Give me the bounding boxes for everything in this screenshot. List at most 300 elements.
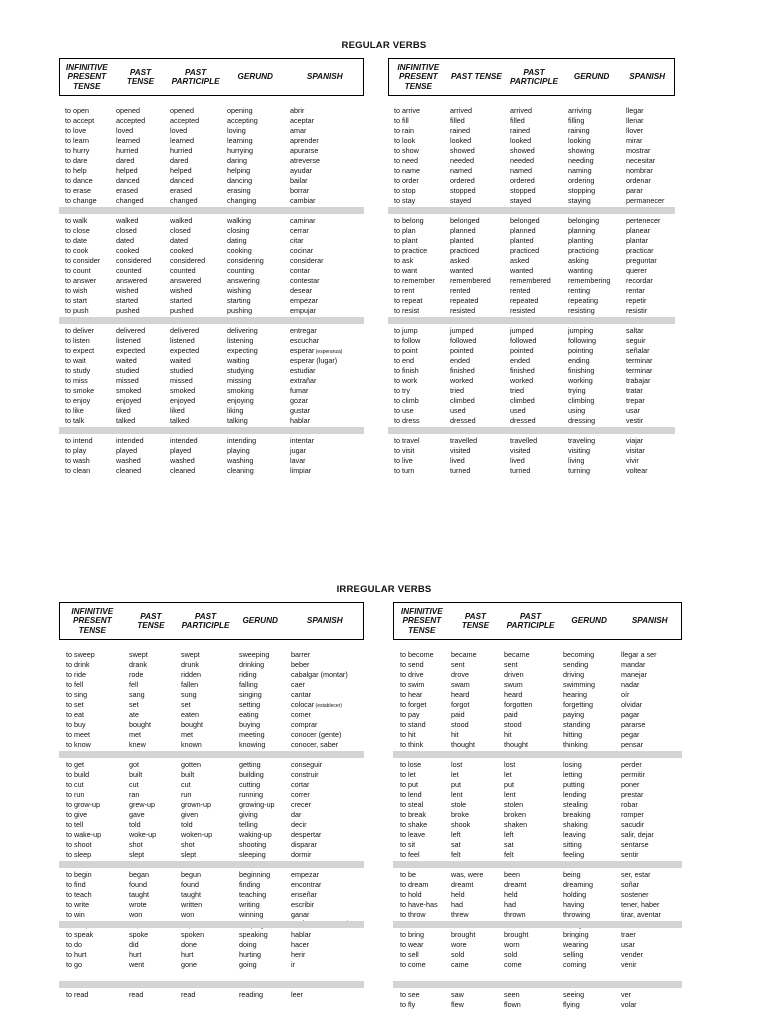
past-tense-cell: felt (451, 850, 461, 859)
past-participle-cell: rained (510, 126, 530, 135)
infinitive-cell: to be (400, 870, 416, 879)
past-participle-cell: eaten (181, 710, 199, 719)
gerund-cell: cooking (227, 246, 252, 255)
gerund-cell: building (239, 770, 264, 779)
past-tense-cell: ran (129, 790, 140, 799)
gerund-cell: going (239, 960, 257, 969)
group-separator (59, 427, 364, 434)
gerund-cell: ending (568, 356, 590, 365)
infinitive-header: INFINITIVE PRESENT TENSE (71, 607, 114, 635)
table-row (388, 176, 675, 186)
past-participle-cell: given (181, 810, 199, 819)
spanish-cell: vivir (626, 456, 639, 465)
spanish-cell: querer (626, 266, 647, 275)
table-row (59, 650, 364, 660)
spanish-cell: pegar (621, 730, 640, 739)
gerund-cell: lending (563, 790, 587, 799)
gerund-cell: listening (227, 336, 254, 345)
past-tense-cell: threw (451, 910, 469, 919)
past-participle-cell: thrown (504, 910, 526, 919)
gerund-cell: remembering (568, 276, 611, 285)
spanish-cell: leer (291, 990, 303, 999)
past-participle-cell: planted (510, 236, 534, 245)
past-participle-cell: sat (504, 840, 514, 849)
past-tense-cell: followed (450, 336, 477, 345)
infinitive-cell: to smoke (65, 386, 95, 395)
past-participle-cell: stopped (510, 186, 536, 195)
table-row (393, 850, 682, 860)
infinitive-cell: to go (66, 960, 82, 969)
spanish-cell: conocer (gente) (291, 730, 342, 739)
past-tense-cell: fell (129, 680, 139, 689)
table-row (393, 900, 682, 910)
infinitive-cell: to drive (400, 670, 424, 679)
gerund-cell: shaking (563, 820, 588, 829)
gerund-cell: becoming (563, 650, 595, 659)
gerund-cell: leaving (563, 830, 586, 839)
gerund-cell: renting (568, 286, 590, 295)
infinitive-cell: to date (65, 236, 87, 245)
gerund-cell: walking (227, 216, 251, 225)
spanish-cell: practicar (626, 246, 654, 255)
spanish-header: SPANISH (631, 616, 668, 626)
past-tense-cell: repeated (450, 296, 479, 305)
infinitive-cell: to fly (400, 1000, 416, 1009)
table-row (393, 760, 682, 770)
spanish-cell: olvidar (621, 700, 643, 709)
spanish-cell: caer (291, 680, 305, 689)
past-participle-cell: cleaned (170, 466, 196, 475)
gerund-cell: closing (227, 226, 250, 235)
table-row (388, 286, 675, 296)
table-row (388, 246, 675, 256)
gerund-cell: hurting (239, 950, 261, 959)
past-tense-cell: played (116, 446, 138, 455)
table-row (59, 446, 364, 456)
spanish-cell: decir (291, 820, 307, 829)
past-participle-cell: grown-up (181, 800, 211, 809)
spanish-cell: sostener (621, 890, 649, 899)
past-participle-cell: rented (510, 286, 531, 295)
spanish-cell: permitir (621, 770, 645, 779)
regular-verbs-title: REGULAR VERBS (341, 40, 427, 51)
gerund-cell: naming (568, 166, 592, 175)
past-participle-cell: counted (170, 266, 196, 275)
table-row (393, 690, 682, 700)
table-row (59, 770, 364, 780)
past-participle-cell: spoken (181, 930, 205, 939)
past-tense-cell: sold (451, 950, 465, 959)
table-row (59, 870, 364, 880)
past-tense-cell: considered (116, 256, 152, 265)
past-participle-cell: hit (504, 730, 512, 739)
table-row (388, 236, 675, 246)
past-tense-cell: swam (451, 680, 470, 689)
infinitive-cell: to resist (394, 306, 420, 315)
spanish-cell: contestar (290, 276, 320, 285)
table-row (388, 396, 675, 406)
spanish-cell: rentar (626, 286, 645, 295)
table-row (59, 820, 364, 830)
spanish-cell: saltar (626, 326, 644, 335)
table-row (59, 710, 364, 720)
table-row (59, 880, 364, 890)
infinitive-cell: to hurry (65, 146, 90, 155)
gerund-cell: singing (239, 690, 262, 699)
past-participle-cell: met (181, 730, 193, 739)
group-separator (59, 317, 364, 324)
table-row (59, 326, 364, 336)
table-row (393, 700, 682, 710)
spanish-cell: cambiar (290, 196, 316, 205)
past-participle-cell: turned (510, 466, 531, 475)
table-row (59, 436, 364, 446)
table-row (59, 466, 364, 476)
table-row (59, 960, 364, 970)
infinitive-cell: to try (394, 386, 410, 395)
table-row (388, 376, 675, 386)
infinitive-header: INFINITIVE PRESENT TENSE (397, 63, 440, 91)
spanish-cell: romper (621, 810, 644, 819)
infinitive-cell: to intend (65, 436, 93, 445)
past-participle-cell: lent (504, 790, 516, 799)
spanish-cell: venir (621, 960, 637, 969)
past-tense-cell: drank (129, 660, 147, 669)
past-participle-cell: practiced (510, 246, 540, 255)
infinitive-cell: to lend (400, 790, 422, 799)
irregular-verbs-title: IRREGULAR VERBS (336, 584, 432, 595)
past-tense-cell: woke-up (129, 830, 157, 839)
infinitive-cell: to sit (400, 840, 416, 849)
infinitive-cell: to come (400, 960, 426, 969)
spanish-cell: mirar (626, 136, 643, 145)
gerund-cell: sending (563, 660, 589, 669)
infinitive-cell: to dance (65, 176, 93, 185)
spanish-cell: abrir (290, 106, 305, 115)
gerund-cell: smoking (227, 386, 254, 395)
infinitive-cell: to show (394, 146, 419, 155)
spanish-cell: permanecer (626, 196, 665, 205)
verb-group (393, 760, 682, 860)
gerund-cell: traveling (568, 436, 596, 445)
table-row (393, 840, 682, 850)
past-tense-header: PAST TENSE (450, 72, 502, 82)
gerund-cell: bringing (563, 930, 589, 939)
spanish-cell: empujar (290, 306, 316, 315)
gerund-cell: erasing (227, 186, 251, 195)
group-separator (393, 861, 682, 868)
spanish-cell: dormir (291, 850, 312, 859)
past-tense-cell: remembered (450, 276, 491, 285)
infinitive-cell: to climb (394, 396, 419, 405)
past-tense-cell: slept (129, 850, 145, 859)
infinitive-cell: to put (400, 780, 418, 789)
spanish-cell: comprar (291, 720, 318, 729)
table-row (59, 286, 364, 296)
gerund-cell: delivering (227, 326, 258, 335)
past-participle-cell: visited (510, 446, 531, 455)
gerund-cell: filling (568, 116, 585, 125)
infinitive-cell: to give (66, 810, 88, 819)
infinitive-cell: to talk (65, 416, 85, 425)
table-row (393, 990, 682, 1000)
gerund-cell: trying (568, 386, 586, 395)
past-tense-cell: practiced (450, 246, 480, 255)
gerund-cell: needing (568, 156, 594, 165)
spanish-cell: cortar (291, 780, 310, 789)
gerund-cell: practicing (568, 246, 599, 255)
infinitive-cell: to visit (394, 446, 415, 455)
gerund-cell: swimming (563, 680, 595, 689)
infinitive-cell: to walk (65, 216, 88, 225)
past-tense-cell: left (451, 830, 461, 839)
past-participle-cell: answered (170, 276, 202, 285)
table-row (59, 196, 364, 206)
past-participle-cell: held (504, 890, 518, 899)
infinitive-header: INFINITIVE PRESENT TENSE (400, 607, 443, 635)
table-row (59, 780, 364, 790)
table-row (393, 880, 682, 890)
infinitive-cell: to belong (394, 216, 424, 225)
past-tense-cell: brought (451, 930, 476, 939)
spanish-cell: tener, haber (621, 900, 660, 909)
table-row (388, 366, 675, 376)
table-row (59, 830, 364, 840)
past-participle-cell: needed (510, 156, 534, 165)
infinitive-cell: to let (400, 770, 416, 779)
past-participle-cell: named (510, 166, 532, 175)
past-participle-cell: used (510, 406, 526, 415)
gerund-cell: sweeping (239, 650, 270, 659)
spanish-cell: llegar (626, 106, 644, 115)
table-header (393, 602, 682, 640)
table-row (59, 416, 364, 426)
past-participle-cell: asked (510, 256, 530, 265)
past-participle-cell: repeated (510, 296, 539, 305)
infinitive-cell: to drink (66, 660, 90, 669)
past-tense-cell: cleaned (116, 466, 142, 475)
spanish-cell: cerrar (290, 226, 309, 235)
spanish-cell: gozar (290, 396, 308, 405)
infinitive-cell: to use (394, 406, 414, 415)
gerund-cell: pushing (227, 306, 253, 315)
past-participle-cell: gone (181, 960, 197, 969)
table-row (59, 720, 364, 730)
spanish-cell: beber (291, 660, 310, 669)
past-participle-cell: come (504, 960, 522, 969)
infinitive-cell: to teach (66, 890, 92, 899)
spanish-cell: planear (626, 226, 650, 235)
past-tense-cell: sat (451, 840, 461, 849)
group-separator (393, 921, 682, 928)
verb-group (59, 216, 364, 316)
spanish-cell: ganar (291, 910, 310, 919)
past-tense-cell: smoked (116, 386, 142, 395)
gerund-cell: growing-up (239, 800, 275, 809)
past-participle-cell: stayed (510, 196, 532, 205)
infinitive-cell: to end (394, 356, 414, 365)
past-participle-cell: sung (181, 690, 197, 699)
gerund-cell: dreaming (563, 880, 593, 889)
past-tense-cell: cut (129, 780, 139, 789)
table-row (388, 406, 675, 416)
table-row (59, 900, 364, 910)
spanish-cell: hacer (291, 940, 309, 949)
past-participle-cell: set (181, 700, 191, 709)
group-separator (59, 751, 364, 758)
past-tense-cell: washed (116, 456, 141, 465)
spanish-cell: sacudir (621, 820, 645, 829)
spanish-cell: necesitar (626, 156, 656, 165)
infinitive-cell: to buy (66, 720, 86, 729)
infinitive-cell: to leave (400, 830, 426, 839)
spanish-cell: vestir (626, 416, 644, 425)
gerund-cell: living (568, 456, 585, 465)
past-participle-cell: found (181, 880, 199, 889)
table-row (388, 446, 675, 456)
table-row (388, 196, 675, 206)
infinitive-cell: to erase (65, 186, 91, 195)
past-participle-cell: closed (170, 226, 191, 235)
past-tense-cell: dreamt (451, 880, 474, 889)
past-participle-cell: considered (170, 256, 206, 265)
gerund-cell: coming (563, 960, 587, 969)
gerund-cell: paying (563, 710, 585, 719)
verb-group (59, 930, 364, 970)
gerund-cell: selling (563, 950, 584, 959)
past-participle-cell: bought (181, 720, 203, 729)
spanish-cell: resistir (626, 306, 648, 315)
past-participle-cell: remembered (510, 276, 551, 285)
past-participle-cell: tried (510, 386, 524, 395)
past-tense-cell: dared (116, 156, 135, 165)
past-participle-cell: brought (504, 930, 529, 939)
spanish-header: SPANISH (306, 72, 343, 82)
spanish-cell: trepar (626, 396, 645, 405)
past-participle-cell: washed (170, 456, 195, 465)
infinitive-cell: to fell (66, 680, 84, 689)
spanish-cell: viajar (626, 436, 644, 445)
past-tense-cell: did (129, 940, 139, 949)
infinitive-cell: to work (394, 376, 418, 385)
gerund-cell: getting (239, 760, 261, 769)
table-row (393, 930, 682, 940)
infinitive-cell: to feel (400, 850, 420, 859)
infinitive-cell: to jump (394, 326, 418, 335)
past-participle-cell: walked (170, 216, 193, 225)
gerund-cell: seeing (563, 990, 585, 999)
spanish-cell: sentir (621, 850, 639, 859)
past-participle-cell: slept (181, 850, 197, 859)
table-row (59, 396, 364, 406)
gerund-cell: wishing (227, 286, 251, 295)
past-participle-cell: pointed (510, 346, 534, 355)
past-tense-cell: swept (129, 650, 148, 659)
infinitive-cell: to plant (394, 236, 418, 245)
past-tense-cell: resisted (450, 306, 476, 315)
past-tense-cell: needed (450, 156, 474, 165)
table-row (59, 800, 364, 810)
past-participle-cell: jumped (510, 326, 534, 335)
infinitive-cell: to become (400, 650, 434, 659)
past-participle-cell: told (181, 820, 193, 829)
spanish-cell: tirar, aventar (621, 910, 661, 919)
table-row (388, 116, 675, 126)
spanish-cell: aprender (290, 136, 319, 145)
table-header (59, 58, 364, 96)
infinitive-cell: to enjoy (65, 396, 91, 405)
past-participle-cell: planned (510, 226, 536, 235)
gerund-cell: learning (227, 136, 253, 145)
gerund-cell: breaking (563, 810, 591, 819)
infinitive-cell: to pay (400, 710, 420, 719)
gerund-cell: putting (563, 780, 585, 789)
past-tense-cell: answered (116, 276, 148, 285)
past-participle-cell: paid (504, 710, 518, 719)
past-participle-cell: worn (504, 940, 520, 949)
table-row (388, 436, 675, 446)
gerund-cell: speaking (239, 930, 268, 939)
infinitive-cell: to have-has (400, 900, 438, 909)
past-tense-cell: lived (450, 456, 465, 465)
table-row (59, 356, 364, 366)
table-header (59, 602, 364, 640)
gerund-cell: enjoying (227, 396, 254, 405)
past-tense-cell: was, were (451, 870, 484, 879)
table-row (59, 216, 364, 226)
group-separator (388, 317, 675, 324)
past-tense-cell: started (116, 296, 138, 305)
past-tense-cell: arrived (450, 106, 472, 115)
past-tense-cell: ordered (450, 176, 475, 185)
spanish-cell: sentarse (621, 840, 649, 849)
past-tense-cell: pointed (450, 346, 474, 355)
table-row (59, 670, 364, 680)
table-row (59, 296, 364, 306)
verb-group (59, 650, 364, 750)
infinitive-cell: to win (66, 910, 85, 919)
infinitive-cell: to ask (394, 256, 414, 265)
infinitive-cell: to run (66, 790, 85, 799)
past-tense-cell: expected (116, 346, 146, 355)
past-tense-cell: held (451, 890, 465, 899)
infinitive-cell: to know (66, 740, 91, 749)
gerund-cell: loving (227, 126, 246, 135)
gerund-cell: drinking (239, 660, 265, 669)
spanish-cell: entregar (290, 326, 317, 335)
gerund-cell: answering (227, 276, 260, 285)
table-row (388, 126, 675, 136)
gerund-cell: beginning (239, 870, 271, 879)
spanish-cell: pensar (621, 740, 643, 749)
past-tense-cell: thought (451, 740, 475, 749)
past-participle-cell: showed (510, 146, 535, 155)
past-tense-cell: grew-up (129, 800, 155, 809)
infinitive-cell: to ride (66, 670, 86, 679)
past-tense-cell: wanted (450, 266, 474, 275)
infinitive-cell: to play (65, 446, 87, 455)
infinitive-cell: to stop (394, 186, 416, 195)
infinitive-cell: to remember (394, 276, 435, 285)
spanish-cell: poner (621, 780, 640, 789)
spanish-cell: llover (626, 126, 644, 135)
past-participle-cell: travelled (510, 436, 538, 445)
past-tense-cell: had (451, 900, 463, 909)
gerund-cell: eating (239, 710, 259, 719)
table-row (393, 960, 682, 970)
past-participle-header: PAST PARTICIPLE (506, 611, 555, 630)
spanish-cell: citar (290, 236, 304, 245)
